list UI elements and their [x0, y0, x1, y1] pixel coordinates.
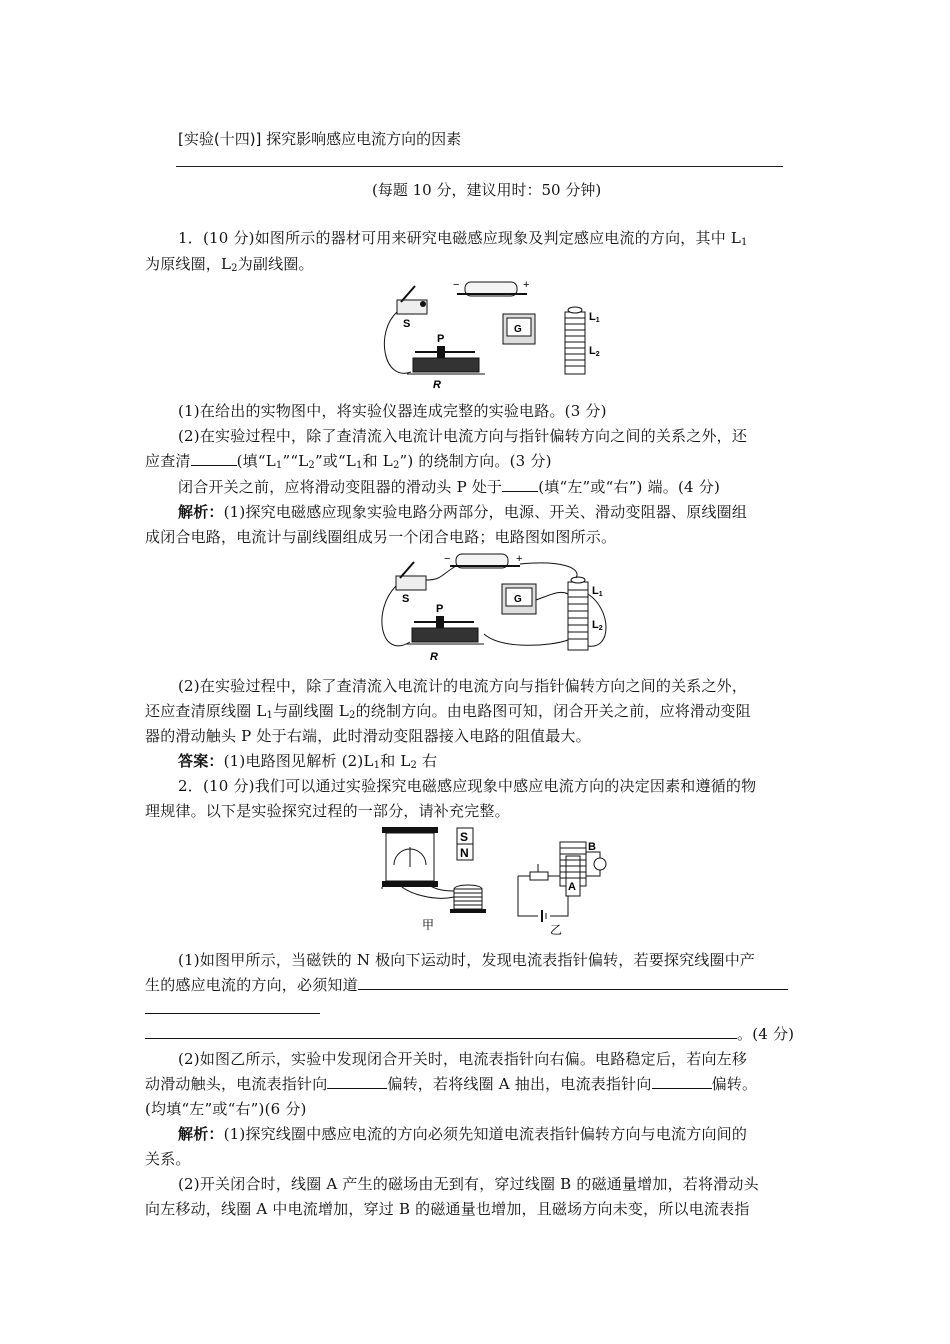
q2-analysis-line2: 关系。	[145, 1150, 191, 1168]
q1-blank-2[interactable]	[502, 477, 538, 492]
q2-part2-line1: (2)如图乙所示，实验中发现闭合开关时，电流表指针向右偏。电路稳定后，若向左移	[178, 1050, 748, 1068]
figure-q1-solution-circuit	[372, 550, 622, 668]
q2-part2-line2: 动滑动触头，电流表指针向 偏转，若将线圈 A 抽出，电流表指针向 偏转。	[145, 1075, 758, 1093]
magnet	[456, 827, 476, 863]
page-subtitle: (每题 10 分，建议用时：50 分钟)	[372, 181, 602, 199]
svg-text:L1: L1	[592, 585, 603, 598]
title-divider	[176, 166, 783, 167]
rheostat	[407, 333, 485, 391]
switch	[397, 286, 427, 330]
rheostat	[406, 603, 484, 663]
svg-text:L2: L2	[589, 345, 600, 358]
coils-l1-l2	[565, 307, 600, 374]
q2-blank-3[interactable]	[652, 1074, 712, 1089]
svg-text:S: S	[402, 593, 410, 605]
q1-analysis2-line1: (2)在实验过程中，除了查清流入电流计的电流方向与指针偏转方向之间的关系之外，	[178, 677, 748, 695]
svg-text:乙: 乙	[550, 923, 563, 936]
svg-text:N: N	[460, 846, 469, 860]
svg-text:L2: L2	[592, 619, 603, 632]
svg-text:A: A	[568, 881, 576, 893]
ammeter	[382, 827, 438, 889]
svg-text:S: S	[460, 830, 469, 844]
q1-stem-line2: 为原线圈，$L_2$为副线圈。	[145, 255, 314, 274]
q2-analysis2-line2: 向左移动，线圈 A 中电流增加，穿过 B 的磁通量也增加，且磁场方向未变，所以电流表指	[145, 1200, 750, 1218]
q1-analysis2-line2: 还应查清原线圈 $L_1$与副线圈 $L_2$的绕制方向。由电路图可知，闭合开关之前，应将滑动变阻	[145, 702, 751, 721]
figure-yi	[508, 836, 608, 936]
svg-text:B: B	[588, 841, 596, 853]
q2-blank-1a[interactable]	[358, 975, 788, 990]
svg-text:G: G	[514, 324, 522, 335]
galvanometer	[502, 584, 536, 614]
q1-analysis-line1: 解析：(1)探究电磁感应现象实验电路分两部分，电源、开关、滑动变阻器、原线圈组	[178, 503, 748, 521]
q1-part1: (1)在给出的实物图中，将实验仪器连成完整的实验电路。(3 分)	[178, 402, 607, 420]
q2-stem-line1: 2．(10 分)我们可以通过实验探究电磁感应现象中感应电流方向的决定因素和遵循的物	[178, 777, 757, 795]
q2-blank-1b[interactable]	[145, 1013, 320, 1014]
q1-stem-line1: 1．(10 分)如图所示的器材可用来研究电磁感应现象及判定感应电流的方向，其中 $L_1$	[178, 229, 748, 248]
q2-part1-line1: (1)如图甲所示，当磁铁的 N 极向下运动时，发现电流表指针偏转，若要探究线圈中产	[178, 951, 756, 969]
switch	[396, 562, 426, 605]
q2-part1-line3: 。(4 分)	[145, 1024, 813, 1044]
svg-text:P: P	[437, 333, 445, 345]
q1-analysis2-line3: 器的滑动触头 P 处于右端，此时滑动变阻器接入电路的阻值最大。	[145, 727, 591, 745]
svg-text:G: G	[514, 594, 522, 605]
svg-text:−: −	[453, 279, 460, 291]
q1-part3: 闭合开关之前，应将滑动变阻器的滑动头 P 处于 (填“左”或“右”) 端。(4 分)	[178, 478, 720, 496]
svg-text:−: −	[444, 553, 451, 565]
q1-answer: 答案：(1)电路图见解析 $(2)L_1$和 $L_2$ 右	[178, 752, 438, 771]
q2-part2-line3: (均填“左”或“右”)(6 分)	[145, 1100, 307, 1118]
coils-l1-l2	[568, 577, 603, 650]
svg-text:S: S	[403, 318, 411, 330]
svg-text:L1: L1	[589, 311, 600, 324]
svg-text:P: P	[436, 603, 444, 615]
q2-stem-line2: 理规律。以下是实验探究过程的一部分，请补充完整。	[145, 802, 510, 820]
page-title: [实验(十四)] 探究影响感应电流方向的因素	[178, 130, 462, 148]
q1-part2-line1: (2)在实验过程中，除了查清流入电流计电流方向与指针偏转方向之间的关系之外，还	[178, 427, 748, 445]
q1-blank-1[interactable]	[191, 451, 237, 466]
battery	[453, 279, 529, 296]
q1-part2-line2: 应查清 (填“$L_1”“L_2$”或“$L_1$和 $L_2$”) 的绕制方向。(3 分)	[145, 452, 552, 471]
svg-text:R: R	[433, 379, 441, 391]
q2-part1-line2: 生的感应电流的方向，必须知道	[145, 975, 813, 995]
q1-analysis-line2: 成闭合电路，电流计与副线圈组成另一个闭合电路；电路图如图所示。	[145, 528, 617, 546]
q2-blank-2[interactable]	[327, 1074, 387, 1089]
q2-blank-1c[interactable]	[145, 1024, 737, 1039]
q2-analysis-line1: 解析：(1)探究线圈中感应电流的方向必须先知道电流表指针偏转方向与电流方向间的	[178, 1125, 748, 1143]
svg-text:+: +	[523, 279, 530, 291]
galvanometer	[586, 852, 606, 876]
svg-text:R: R	[430, 651, 438, 663]
coils-a-b	[560, 841, 596, 896]
svg-text:+: +	[516, 553, 523, 565]
coil	[450, 885, 486, 913]
svg-text:甲: 甲	[422, 918, 435, 932]
q2-analysis2-line1: (2)开关闭合时，线圈 A 产生的磁场由无到有，穿过线圈 B 的磁通量增加，若将滑动头	[178, 1175, 759, 1193]
figure-q1-apparatus	[375, 272, 615, 397]
galvanometer	[503, 314, 535, 344]
